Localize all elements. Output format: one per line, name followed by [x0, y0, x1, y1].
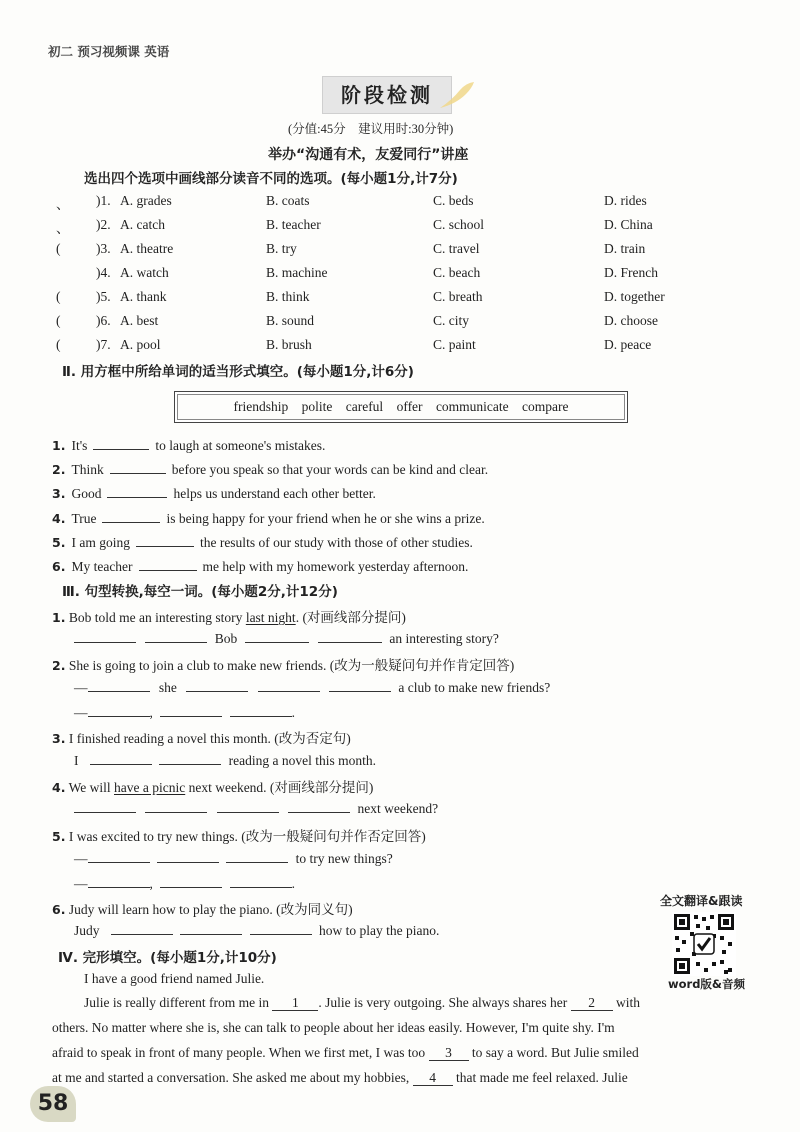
answer-blank[interactable]	[217, 800, 279, 813]
sentence-end: is being happy for your friend when he or she wins a prize.	[166, 511, 485, 526]
question-number: )4.	[96, 265, 111, 280]
section1-heading: 选出四个选项中画线部分读音不同的选项。(每小题1分,计7分)	[84, 171, 458, 187]
answer-blank[interactable]	[139, 558, 197, 571]
s3-q5-answer-line: — to try new things?	[74, 851, 393, 866]
answer-blank[interactable]	[93, 437, 149, 450]
option-d: D. rides	[604, 193, 647, 208]
s2-question-row	[52, 510, 485, 527]
s2-question-row	[52, 534, 473, 551]
cloze-paragraph-line: others. No matter where she is, she can talk to people about her ideas easily. However, I'm quite shy. I'm	[52, 1020, 615, 1035]
option-b: B. think	[266, 289, 310, 304]
answer-blank[interactable]	[111, 922, 173, 935]
word-box-word: compare	[522, 399, 569, 414]
answer-paren[interactable]: 、	[56, 221, 70, 236]
answer-paren[interactable]: (	[56, 241, 61, 256]
answer-blank[interactable]	[226, 850, 288, 863]
answer-blank[interactable]	[136, 534, 194, 547]
option-b: B. sound	[266, 313, 315, 328]
brush-stroke-icon	[438, 80, 478, 110]
s3-q2-reply-line: — , .	[74, 705, 295, 720]
answer-blank[interactable]	[110, 461, 166, 474]
question-number: 5.	[52, 535, 66, 550]
answer-blank[interactable]	[88, 704, 150, 717]
question-number: 3.	[52, 486, 66, 501]
qr-caption-bottom: word版&音频	[668, 977, 745, 991]
s3-q4-answer-line: next weekend?	[74, 800, 438, 817]
option-c: C. travel	[433, 241, 480, 256]
answer-blank[interactable]	[180, 922, 242, 935]
qr-caption-top: 全文翻译&跟读	[660, 894, 743, 908]
question-number: 4.	[52, 511, 66, 526]
question-number: 2.	[52, 462, 66, 477]
sentence-start: My teacher	[71, 559, 133, 574]
question-number: )3.	[96, 241, 111, 256]
answer-blank[interactable]	[160, 875, 222, 888]
answer-paren[interactable]: (	[56, 313, 61, 328]
option-c: C. beds	[433, 193, 474, 208]
option-a: A. best	[120, 313, 159, 328]
s3-q3-answer-line: I reading a novel this month.	[74, 753, 376, 768]
option-a: A. pool	[120, 337, 161, 352]
score-time-info: (分值:45分 建议用时:30分钟)	[288, 122, 454, 136]
option-c: C. paint	[433, 337, 476, 352]
word-box-word: communicate	[435, 399, 509, 414]
answer-blank[interactable]	[245, 630, 309, 643]
answer-blank[interactable]	[157, 850, 219, 863]
s3-q3: 3. I finished reading a novel this month. (改为否定句)	[52, 731, 351, 746]
section3-heading: Ⅲ. 句型转换,每空一词。(每小题2分,计12分)	[62, 584, 338, 600]
s2-question-row	[52, 485, 376, 502]
answer-blank[interactable]	[329, 679, 391, 692]
answer-blank[interactable]	[88, 679, 150, 692]
lecture-theme: 举办“沟通有术，友爱同行”讲座	[268, 147, 469, 163]
s3-q5-reply-line: — , .	[74, 876, 295, 891]
cloze-paragraph-line: at me and started a conversation. She asked me about my hobbies, 4 that made me feel relaxed. Julie	[52, 1070, 628, 1085]
option-b: B. teacher	[266, 217, 321, 232]
cloze-blank[interactable]: 3	[429, 1046, 469, 1061]
cloze-paragraph-line: Julie is really different from me in 1 . Julie is very outgoing. She always shares her 2 with	[84, 995, 641, 1010]
word-box-word: careful	[345, 399, 384, 414]
cloze-blank[interactable]: 4	[413, 1071, 453, 1086]
question-number: )1.	[96, 193, 111, 208]
answer-blank[interactable]	[88, 875, 150, 888]
sentence-end: helps us understand each other better.	[173, 486, 376, 501]
s3-q1-answer-line: Bob an interesting story?	[74, 630, 499, 647]
sentence-start: I am going	[71, 535, 130, 550]
s3-q5: 5. I was excited to try new things. (改为一般疑问句并作否定回答)	[52, 829, 426, 844]
question-number: 1.	[52, 438, 66, 453]
answer-paren[interactable]: (	[56, 337, 61, 352]
question-number: 6.	[52, 559, 66, 574]
answer-blank[interactable]	[74, 800, 136, 813]
option-b: B. coats	[266, 193, 310, 208]
s3-q6: 6. Judy will learn how to play the piano. (改为同义句)	[52, 902, 353, 917]
option-a: A. thank	[120, 289, 167, 304]
underlined-phrase: have a picnic	[114, 780, 186, 795]
s3-q6-answer-line: Judy how to play the piano.	[74, 923, 440, 938]
answer-blank[interactable]	[160, 704, 222, 717]
option-a: A. theatre	[120, 241, 174, 256]
section4-heading: Ⅳ. 完形填空。(每小题1分,计10分)	[58, 950, 277, 966]
answer-blank[interactable]	[186, 679, 248, 692]
word-box	[174, 391, 628, 423]
answer-paren[interactable]: (	[56, 289, 61, 304]
cloze-paragraph-line: afraid to speak in front of many people. When we first met, I was too 3 to say a word. But Julie smiled	[52, 1045, 639, 1060]
answer-blank[interactable]	[102, 510, 160, 523]
question-number: )2.	[96, 217, 111, 232]
question-number: )6.	[96, 313, 111, 328]
page-title: 阶段检测	[322, 76, 452, 114]
answer-blank[interactable]	[107, 485, 167, 498]
sentence-end: the results of our study with those of other studies.	[199, 535, 473, 550]
option-c: C. beach	[433, 265, 481, 280]
answer-blank[interactable]	[230, 704, 292, 717]
sentence-start: It's	[71, 438, 88, 453]
sentence-end: me help with my homework yesterday afternoon.	[202, 559, 469, 574]
answer-blank[interactable]	[145, 630, 207, 643]
option-d: D. China	[604, 217, 653, 232]
s3-q4: 4. We will have a picnic next weekend. (对画线部分提问)	[52, 780, 374, 795]
answer-blank[interactable]	[318, 630, 382, 643]
page-header: 初二 预习视频课 英语	[48, 44, 170, 59]
s3-q1: 1. Bob told me an interesting story last night. (对画线部分提问)	[52, 610, 406, 625]
word-box-word: offer	[396, 399, 423, 414]
option-c: C. school	[433, 217, 485, 232]
option-b: B. machine	[266, 265, 328, 280]
qr-code-icon[interactable]	[672, 912, 736, 976]
option-d: D. peace	[604, 337, 652, 352]
page-number: 58	[30, 1086, 76, 1122]
cloze-blank[interactable]: 2	[571, 996, 613, 1011]
sentence-start: True	[71, 511, 97, 526]
s2-question-row	[52, 558, 468, 575]
option-a: A. grades	[120, 193, 172, 208]
sentence-start: Think	[71, 462, 104, 477]
word-box-word: friendship	[233, 399, 289, 414]
s2-question-row	[52, 461, 488, 478]
answer-paren[interactable]: 、	[56, 197, 70, 212]
option-d: D. choose	[604, 313, 658, 328]
answer-blank[interactable]	[250, 922, 312, 935]
answer-blank[interactable]	[145, 800, 207, 813]
answer-blank[interactable]	[88, 850, 150, 863]
option-c: C. breath	[433, 289, 483, 304]
answer-blank[interactable]	[90, 752, 152, 765]
question-number: )5.	[96, 289, 111, 304]
answer-blank[interactable]	[288, 800, 350, 813]
answer-blank[interactable]	[74, 630, 136, 643]
answer-blank[interactable]	[230, 875, 292, 888]
s3-q2: 2. She is going to join a club to make new friends. (改为一般疑问句并作肯定回答)	[52, 658, 515, 673]
sentence-end: to laugh at someone's mistakes.	[155, 438, 326, 453]
option-b: B. brush	[266, 337, 312, 352]
underlined-phrase: last night	[245, 610, 296, 625]
word-box-word: polite	[301, 399, 333, 414]
option-d: D. together	[604, 289, 665, 304]
sentence-end: before you speak so that your words can be kind and clear.	[171, 462, 489, 477]
section2-heading: Ⅱ. 用方框中所给单词的适当形式填空。(每小题1分,计6分)	[62, 364, 414, 380]
option-d: D. train	[604, 241, 646, 256]
option-a: A. catch	[120, 217, 165, 232]
cloze-paragraph-line: I have a good friend named Julie.	[84, 971, 265, 986]
option-a: A. watch	[120, 265, 169, 280]
cloze-blank[interactable]: 1	[272, 996, 318, 1011]
option-c: C. city	[433, 313, 469, 328]
answer-blank[interactable]	[159, 752, 221, 765]
option-b: B. try	[266, 241, 297, 256]
question-number: )7.	[96, 337, 111, 352]
sentence-start: Good	[71, 486, 102, 501]
s3-q2-answer-line: — she a club to make new friends?	[74, 680, 551, 695]
answer-blank[interactable]	[258, 679, 320, 692]
s2-question-row	[52, 437, 325, 454]
option-d: D. French	[604, 265, 658, 280]
